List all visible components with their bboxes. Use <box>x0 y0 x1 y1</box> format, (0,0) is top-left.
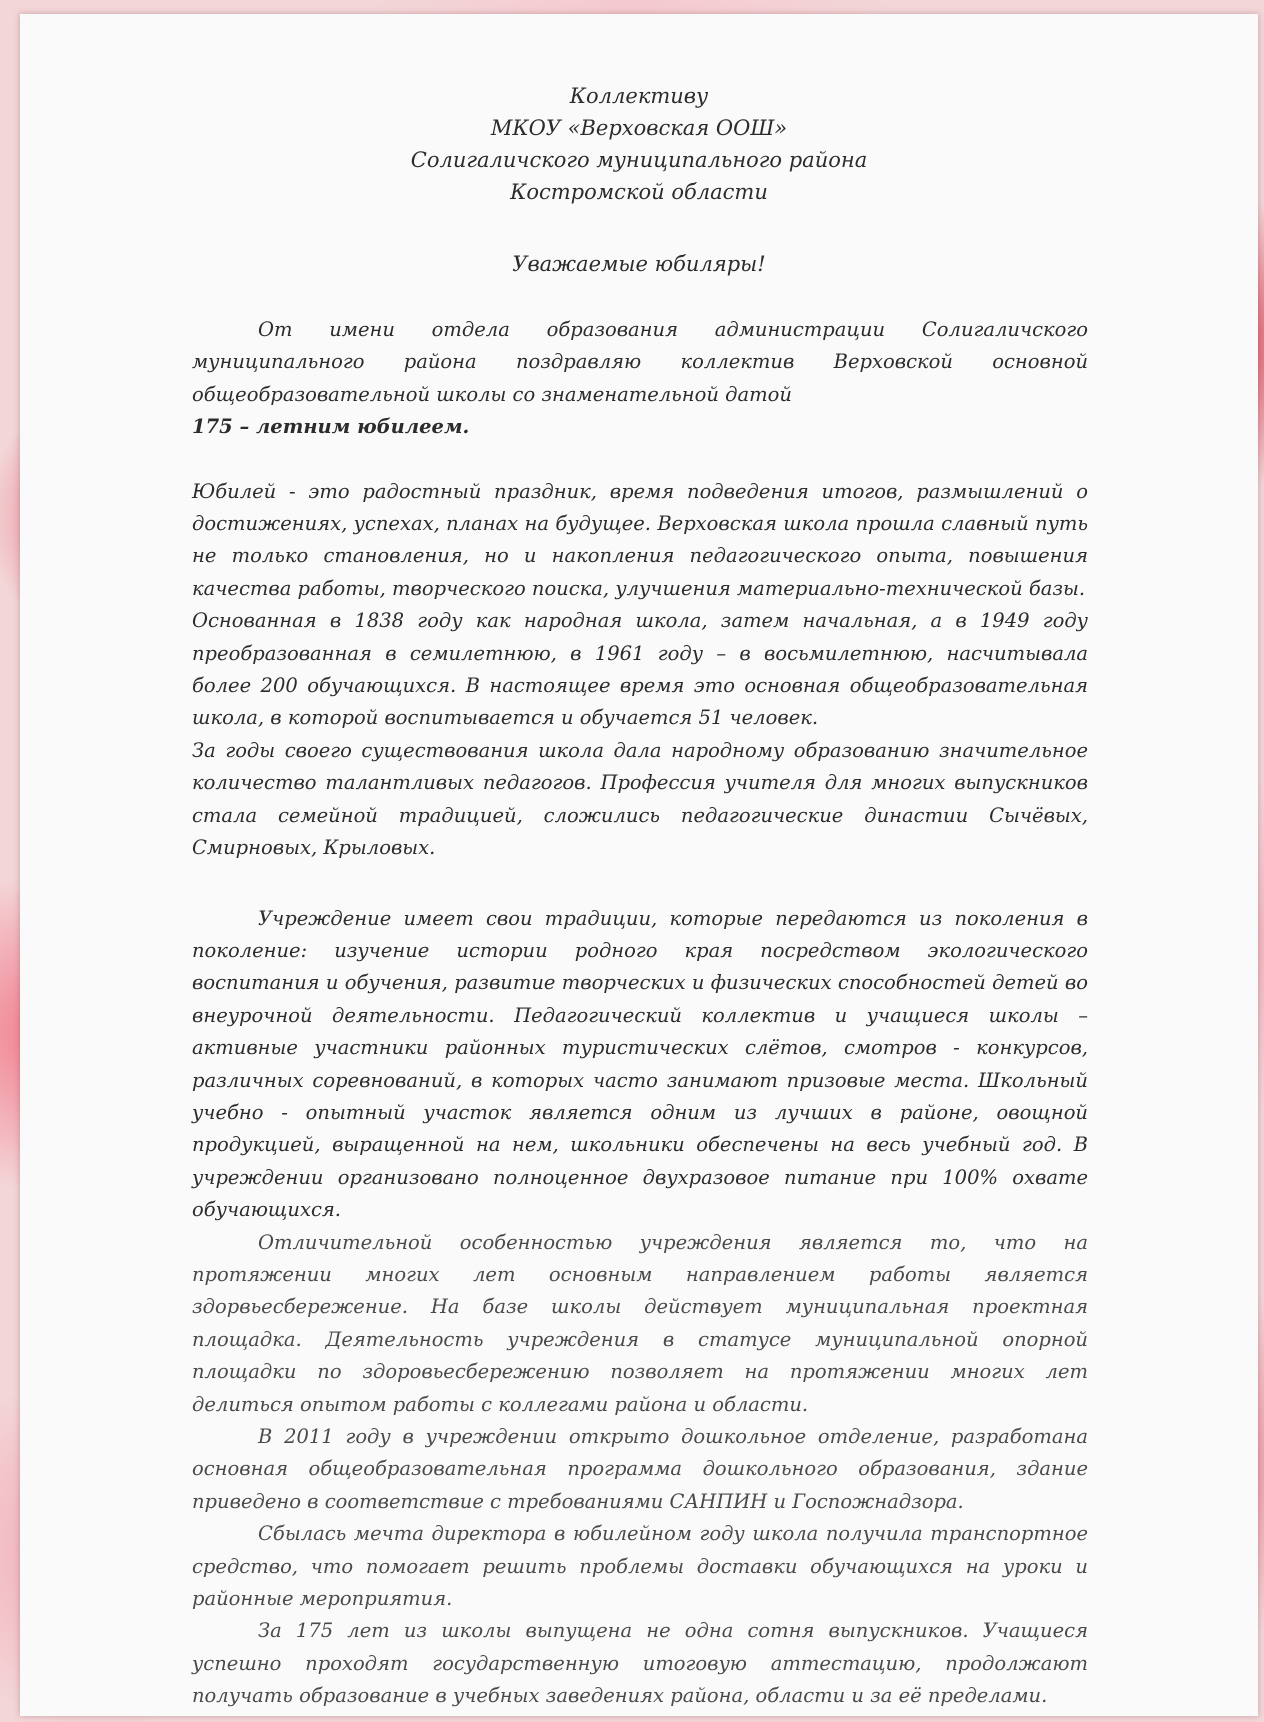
paragraph-transport: Сбылась мечта директора в юбилейном году школа получила транспортное средство, что помогает решить проблемы доставки обучающихся на уроки и районные мероприятия. <box>192 1522 1088 1611</box>
intro-paragraph: От имени отдела образования администрации Солигаличского муниципального района поздравляю коллектив Верховской основной общеобразовательной школы со знаменательной датой <box>192 318 1088 406</box>
letter-page <box>20 14 1258 1716</box>
greeting: Уважаемые юбиляры! <box>512 252 766 276</box>
addressee-line-3: Солигаличского муниципального района <box>410 148 868 172</box>
paragraph-graduates: За 175 лет из школы выпущена не одна сотня выпускников. Учащиеся успешно проходят государственную итоговую аттестацию, продолжают получать образование в учебных заведениях района, области и за её пределами. <box>192 1619 1088 1708</box>
paragraph-teachers: За годы своего существования школа дала народному образованию значительное количество талантливых педагогов. Профессия учителя для многих выпускников стала семейной традицией, сложились педагогические династии Сычёвых, Смирновых, Крыловых. <box>192 738 1088 860</box>
paragraph-jubilee-meaning: Юбилей - это радостный праздник, время подведения итогов, размышлений о достижениях, успехах, планах на будущее. Верховская школа прошла славный путь не только становления, но и накопления педагогического опыта, повышения качества работы, творческого поиска, улучшения материально-технической базы. <box>192 479 1088 600</box>
paragraph-history: Основанная в 1838 году как народная школа, затем начальная, а в 1949 году преобразованная в семилетнюю, в 1961 году – в восьмилетнюю, насчитывала более 200 обучающихся. В настоящее время это основная общеобразовательная школа, в которой воспитывается и обучается 51 человек. <box>192 609 1088 730</box>
addressee-block <box>20 80 1258 208</box>
addressee-line-1: Коллективу <box>569 84 709 108</box>
paragraph-preschool: В 2011 году в учреждении открыто дошкольное отделение, разработана основная общеобразовательная программа дошкольного образования, здание приведено в соответствие с требованиями САНПИН и Госпожнадзора. <box>192 1425 1088 1513</box>
paragraph-traditions: Учреждение имеет свои традиции, которые передаются из поколения в поколение: изучение истории родного края посредством экологического воспитания и обучения, развитие творческих и физических способностей детей во внеурочной деятельности. Педагогический коллектив и учащиеся школы – активные участники районных туристических слётов, смотров - конкурсов, различных соревнований, в которых часто занимают призовые места. Школьный учебно - опытный участок является одним из лучших в районе, овощной продукцией, выращенной на нем, школьники обеспечены на весь учебный год. В учреждении организовано полноценное двухразовое питание при 100% охвате обучающихся. <box>192 906 1088 1222</box>
letter-body <box>192 314 1088 1713</box>
jubilee-line: 175 – летним юбилеем. <box>192 415 470 439</box>
paragraph-health: Отличительной особенностью учреждения является то, что на протяжении многих лет основным направлением работы является здорвьесбережение. На базе школы действует муниципальная проектная площадка. Деятельность учреждения в статусе муниципальной опорной площадки по здоровьесбережению позволяет на протяжении многих лет делиться опытом работы с коллегами района и области. <box>192 1230 1088 1416</box>
addressee-line-4: Костромской области <box>510 180 768 204</box>
addressee-line-2: МКОУ «Верховская ООШ» <box>490 116 788 140</box>
